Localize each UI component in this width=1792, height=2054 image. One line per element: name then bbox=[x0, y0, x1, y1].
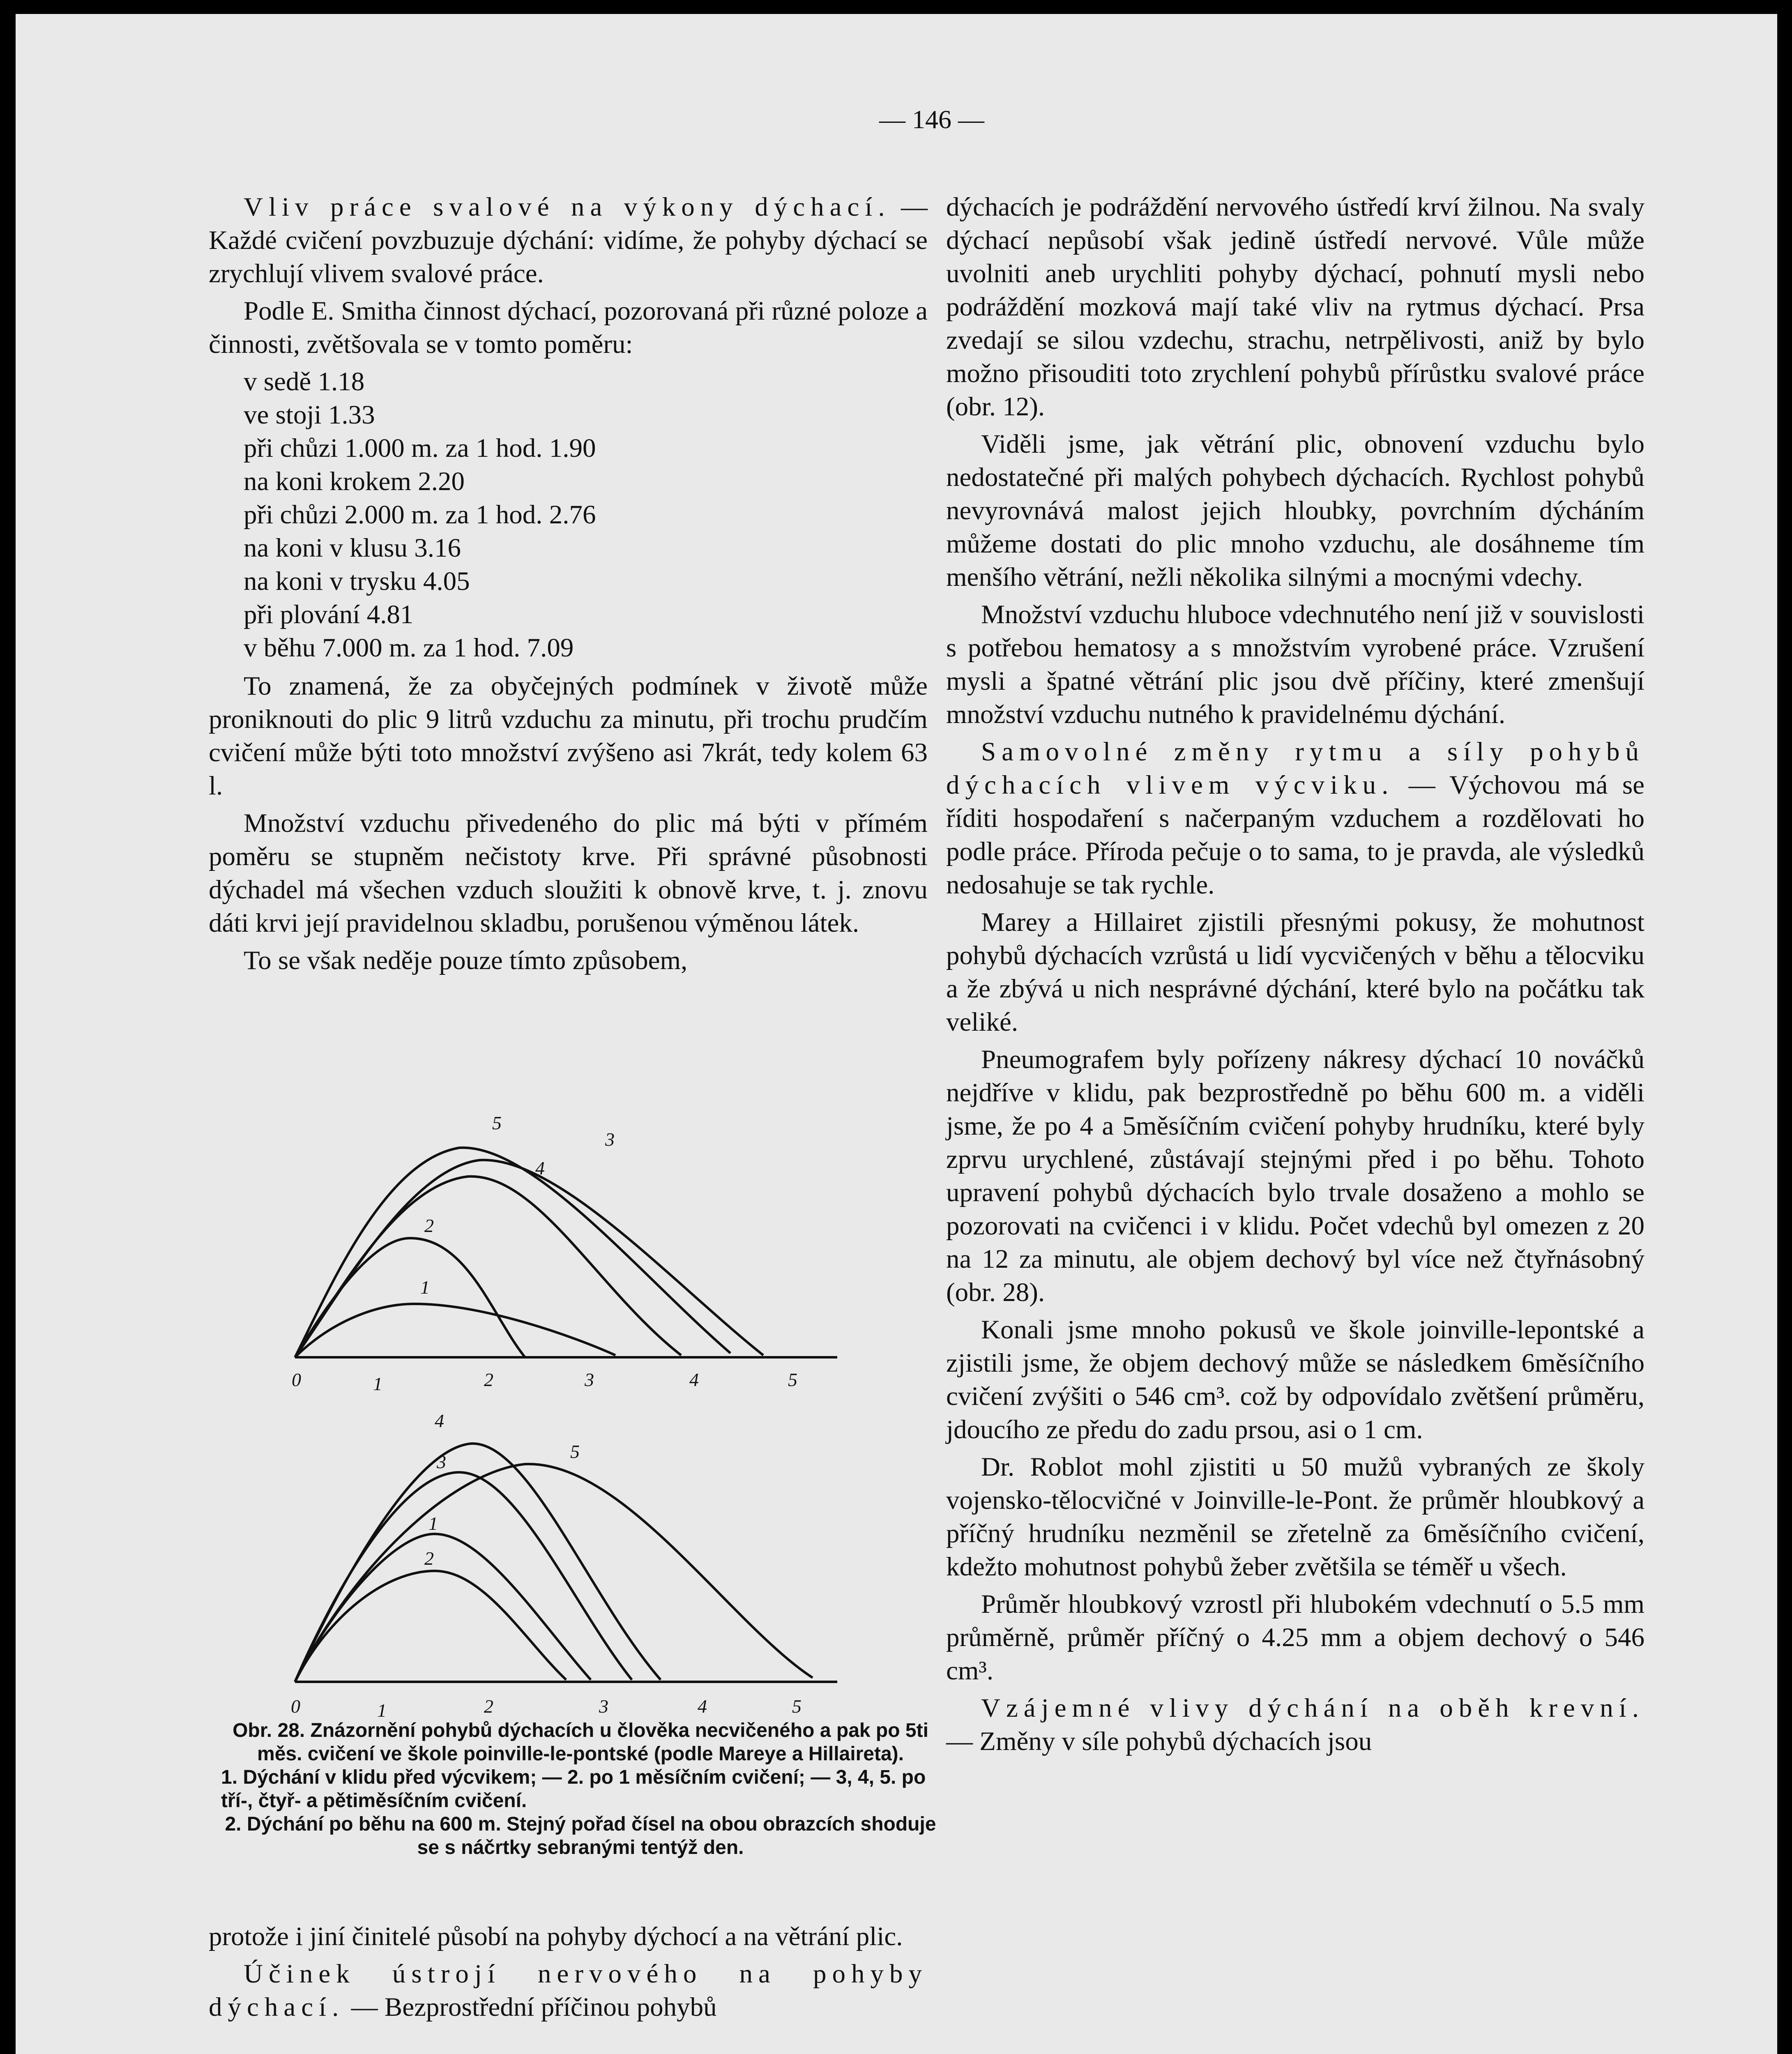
list-item: v běhu 7.000 m. za 1 hod. 7.09 bbox=[244, 633, 574, 663]
caption-legend-2: 2. Dýchání po běhu na 600 m. Stejný pořad čísel na obou obrazcích shoduje se s náčrtky sebranými tentýž den. bbox=[225, 1813, 936, 1858]
section-heading: Vzájemné vlivy dýchání na oběh krevní. bbox=[981, 1693, 1645, 1723]
paragraph: Podle E. Smitha činnost dýchací, pozorovaná při různé poloze a činnosti, zvětšovala se v tomto poměru: bbox=[209, 296, 928, 359]
curve-3 bbox=[295, 1472, 632, 1682]
axis-tick-label: 1 bbox=[373, 1373, 382, 1394]
list-item: na koni v trysku 4.05 bbox=[244, 566, 470, 596]
curve-label: 3 bbox=[605, 1129, 615, 1150]
curve-label: 5 bbox=[492, 1112, 502, 1133]
axis-tick-label: 4 bbox=[689, 1369, 699, 1390]
list-item: na koni v klusu 3.16 bbox=[244, 533, 461, 563]
caption-legend-1: 1. Dýchání v klidu před výcvikem; — 2. po 1 měsíčním cvičení; — 3, 4, 5. po tří-, čtyř- a pětiměsíčním cvičení. bbox=[221, 1766, 926, 1812]
paragraph: Konali jsme mnoho pokusů ve škole joinville-lepontské a zjistili jsme, že objem dechový může se následkem 6měsíčního cvičení zvýšiti o 546 cm³. což by odpovídalo zvětšení průměru, jdoucího ze předu do zadu prsou, asi o 1 cm. bbox=[946, 1315, 1645, 1444]
list-item: na koni krokem 2.20 bbox=[244, 467, 465, 496]
paragraph: protože i jiní činitelé působí na pohyby dýchocí a na větrání plic. bbox=[209, 1922, 903, 1951]
paragraph: Dr. Roblot mohl zjistiti u 50 mužů vybraných ze školy vojensko-tělocvičné v Joinville-le-Pont. že průměr hloubkový a příčný hrudníku nezměnil se zřetelně za 6měsíčního cvičení, kdežto mohutnost pohybů žeber zvětšila se téměř u všech. bbox=[946, 1452, 1645, 1582]
curve-label: 4 bbox=[535, 1158, 545, 1179]
curve-label: 3 bbox=[437, 1451, 446, 1472]
paragraph: Viděli jsme, jak větrání plic, obnovení vzduchu bylo nedostatečné při malých pohybech dýchacích. Rychlost pohybů nevyrovnává malost jejich hloubky, povrchním dýcháním můžeme dostati do plic mnoho vzduchu, ale dosáhneme tím menšího větrání, nežli několika silnými a mocnými vdechy. bbox=[946, 429, 1645, 592]
respiration-curves-bottom bbox=[279, 1411, 845, 1723]
axis-tick-label: 3 bbox=[599, 1696, 608, 1717]
paragraph: Množství vzduchu hluboce vdechnutého není již v souvislosti s potřebou hematosy a s množstvím vyrobené práce. Vzrušení mysli a špatné větrání plic jsou dvě příčiny, které zmenšují množství vzduchu nutného k pravidelnému dýchání. bbox=[946, 600, 1645, 729]
paragraph: Pneumografem byly pořízeny nákresy dýchací 10 nováčků nejdříve v klidu, pak bezprostředně po běhu 600 m. a viděli jsme, že po 4 a 5měsíčním cvičení pohyby hrudníku, které byly zprvu urychlené, zůstávají stejnými před i po běhu. Tohoto upravení pohybů dýchacích bylo trvale dosaženo a mohlo se pozorovati na cvičenci i v klidu. Počet vdechů byl omezen z 20 na 12 za minutu, ale objem dechový byl více než čtyřnásobný (obr. 28). bbox=[946, 1045, 1645, 1307]
page-number: — 146 — bbox=[879, 105, 984, 134]
axis-tick-label: 0 bbox=[292, 1369, 301, 1390]
caption-title: Obr. 28. Znázornění pohybů dýchacích u člověka necvičeného a pak po 5ti měs. cvičení ve škole poinville-le-pontské (podle Mareye a Hillaireta). bbox=[233, 1720, 928, 1765]
axis-tick-label: 5 bbox=[788, 1369, 797, 1390]
axis-tick-label: 2 bbox=[484, 1696, 493, 1717]
paragraph: Účinek ústrojí nervového na pohyby dýchací. — Bezprostřední příčinou pohybů bbox=[209, 1959, 928, 2022]
paragraph: Samovolné změny rytmu a síly pohybů dýchacích vlivem výcviku. — Výchovou má se říditi hospodaření s načerpaným vzduchem a rozdělovati ho podle práce. Příroda pečuje o to sama, to je pravda, ale výsledků nedosahuje se tak rychle. bbox=[946, 737, 1645, 900]
section-heading: Vliv práce svalové na výkony dýchací. bbox=[244, 192, 891, 222]
axis-tick-label: 3 bbox=[585, 1369, 594, 1390]
right-column bbox=[946, 191, 1645, 1762]
curve-2 bbox=[295, 1571, 566, 1682]
list-item: při plování 4.81 bbox=[244, 600, 414, 629]
axis-tick-label: 4 bbox=[698, 1696, 707, 1717]
curve-label: 5 bbox=[570, 1441, 580, 1462]
curve-label: 4 bbox=[435, 1411, 444, 1431]
curve-2 bbox=[295, 1238, 525, 1357]
curve-1 bbox=[295, 1304, 615, 1357]
curve-label: 2 bbox=[424, 1215, 434, 1236]
left-column-bottom bbox=[209, 1920, 928, 2028]
figure-bottom bbox=[279, 1411, 845, 1723]
respiration-curves-top bbox=[279, 1103, 845, 1398]
curve-4 bbox=[295, 1177, 681, 1357]
section-heading: Samovolné změny rytmu a síly pohybů dýchacích vlivem výcviku. bbox=[946, 737, 1645, 800]
curve-5 bbox=[295, 1148, 730, 1357]
book-page bbox=[16, 14, 1777, 2054]
curve-label: 2 bbox=[424, 1548, 434, 1569]
axis-tick-label: 2 bbox=[484, 1369, 493, 1390]
list-item: ve stoji 1.33 bbox=[244, 400, 375, 430]
list-item: při chůzi 1.000 m. za 1 hod. 1.90 bbox=[244, 433, 596, 463]
paragraph: dýchacích je podráždění nervového ústředí krví žilnou. Na svaly dýchací nepůsobí však jedině ústředí nervové. Vůle může uvolniti aneb urychliti pohyby dýchací, pohnutí mysli nebo podráždění mozková mají také vliv na rytmus dýchací. Prsa zvedají se silou vzdechu, strachu, netrpělivosti, aniž by bylo možno přisouditi toto zrychlení pohybů přírůstku svalové práce (obr. 12). bbox=[946, 192, 1645, 421]
axis-tick-label: 1 bbox=[377, 1700, 387, 1721]
paragraph: Množství vzduchu přivedeného do plic má býti v přímém poměru se stupněm nečistoty krve. Při správné působnosti dýchadel má všechen vzduch sloužiti k obnově krve, t. j. znovu dáti krvi její pravidelnou skladbu, porušenou výměnou látek. bbox=[209, 808, 928, 938]
paragraph: Vliv práce svalové na výkony dýchací. — Každé cvičení povzbuzuje dýchání: vidíme, že pohyby dýchací se zrychlují vlivem svalové práce. bbox=[209, 192, 928, 288]
axis-tick-label: 0 bbox=[291, 1696, 300, 1717]
list-item: v sedě 1.18 bbox=[244, 367, 365, 396]
figure-top bbox=[279, 1103, 845, 1398]
curve-3 bbox=[295, 1160, 763, 1357]
paragraph: To se však neděje pouze tímto způsobem, bbox=[244, 946, 688, 975]
curve-5 bbox=[295, 1464, 813, 1682]
figure-caption bbox=[221, 1719, 940, 1859]
axis-tick-label: 5 bbox=[792, 1696, 802, 1717]
list-item: při chůzi 2.000 m. za 1 hod. 2.76 bbox=[244, 500, 596, 530]
paragraph: Marey a Hillairet zjistili přesnými pokusy, že mohutnost pohybů dýchacích vzrůstá u lidí vycvičených v běhu a tělocviku a že zbývá u nich nesprávné dýchání, které bylo na počátku tak veliké. bbox=[946, 907, 1645, 1037]
section-heading: Účinek ústrojí nervového na pohyby dýchací. bbox=[209, 1959, 928, 2022]
left-column bbox=[209, 191, 928, 981]
curve-label: 1 bbox=[420, 1277, 430, 1298]
activity-list bbox=[244, 365, 928, 665]
paragraph: To znamená, že za obyčejných podmínek v životě může proniknouti do plic 9 litrů vzduchu za minutu, při trochu prudčím cvičení může býti toto množství zvýšeno asi 7krát, tedy kolem 63 l. bbox=[209, 671, 928, 801]
curve-label: 1 bbox=[428, 1513, 438, 1534]
paragraph: Průměr hloubkový vzrostl při hlubokém vdechnutí o 5.5 mm průměrně, průměr příčný o 4.25 mm a objem dechový o 546 cm³. bbox=[946, 1589, 1645, 1686]
paragraph: Vzájemné vlivy dýchání na oběh krevní. — Změny v síle pohybů dýchacích jsou bbox=[946, 1693, 1645, 1756]
